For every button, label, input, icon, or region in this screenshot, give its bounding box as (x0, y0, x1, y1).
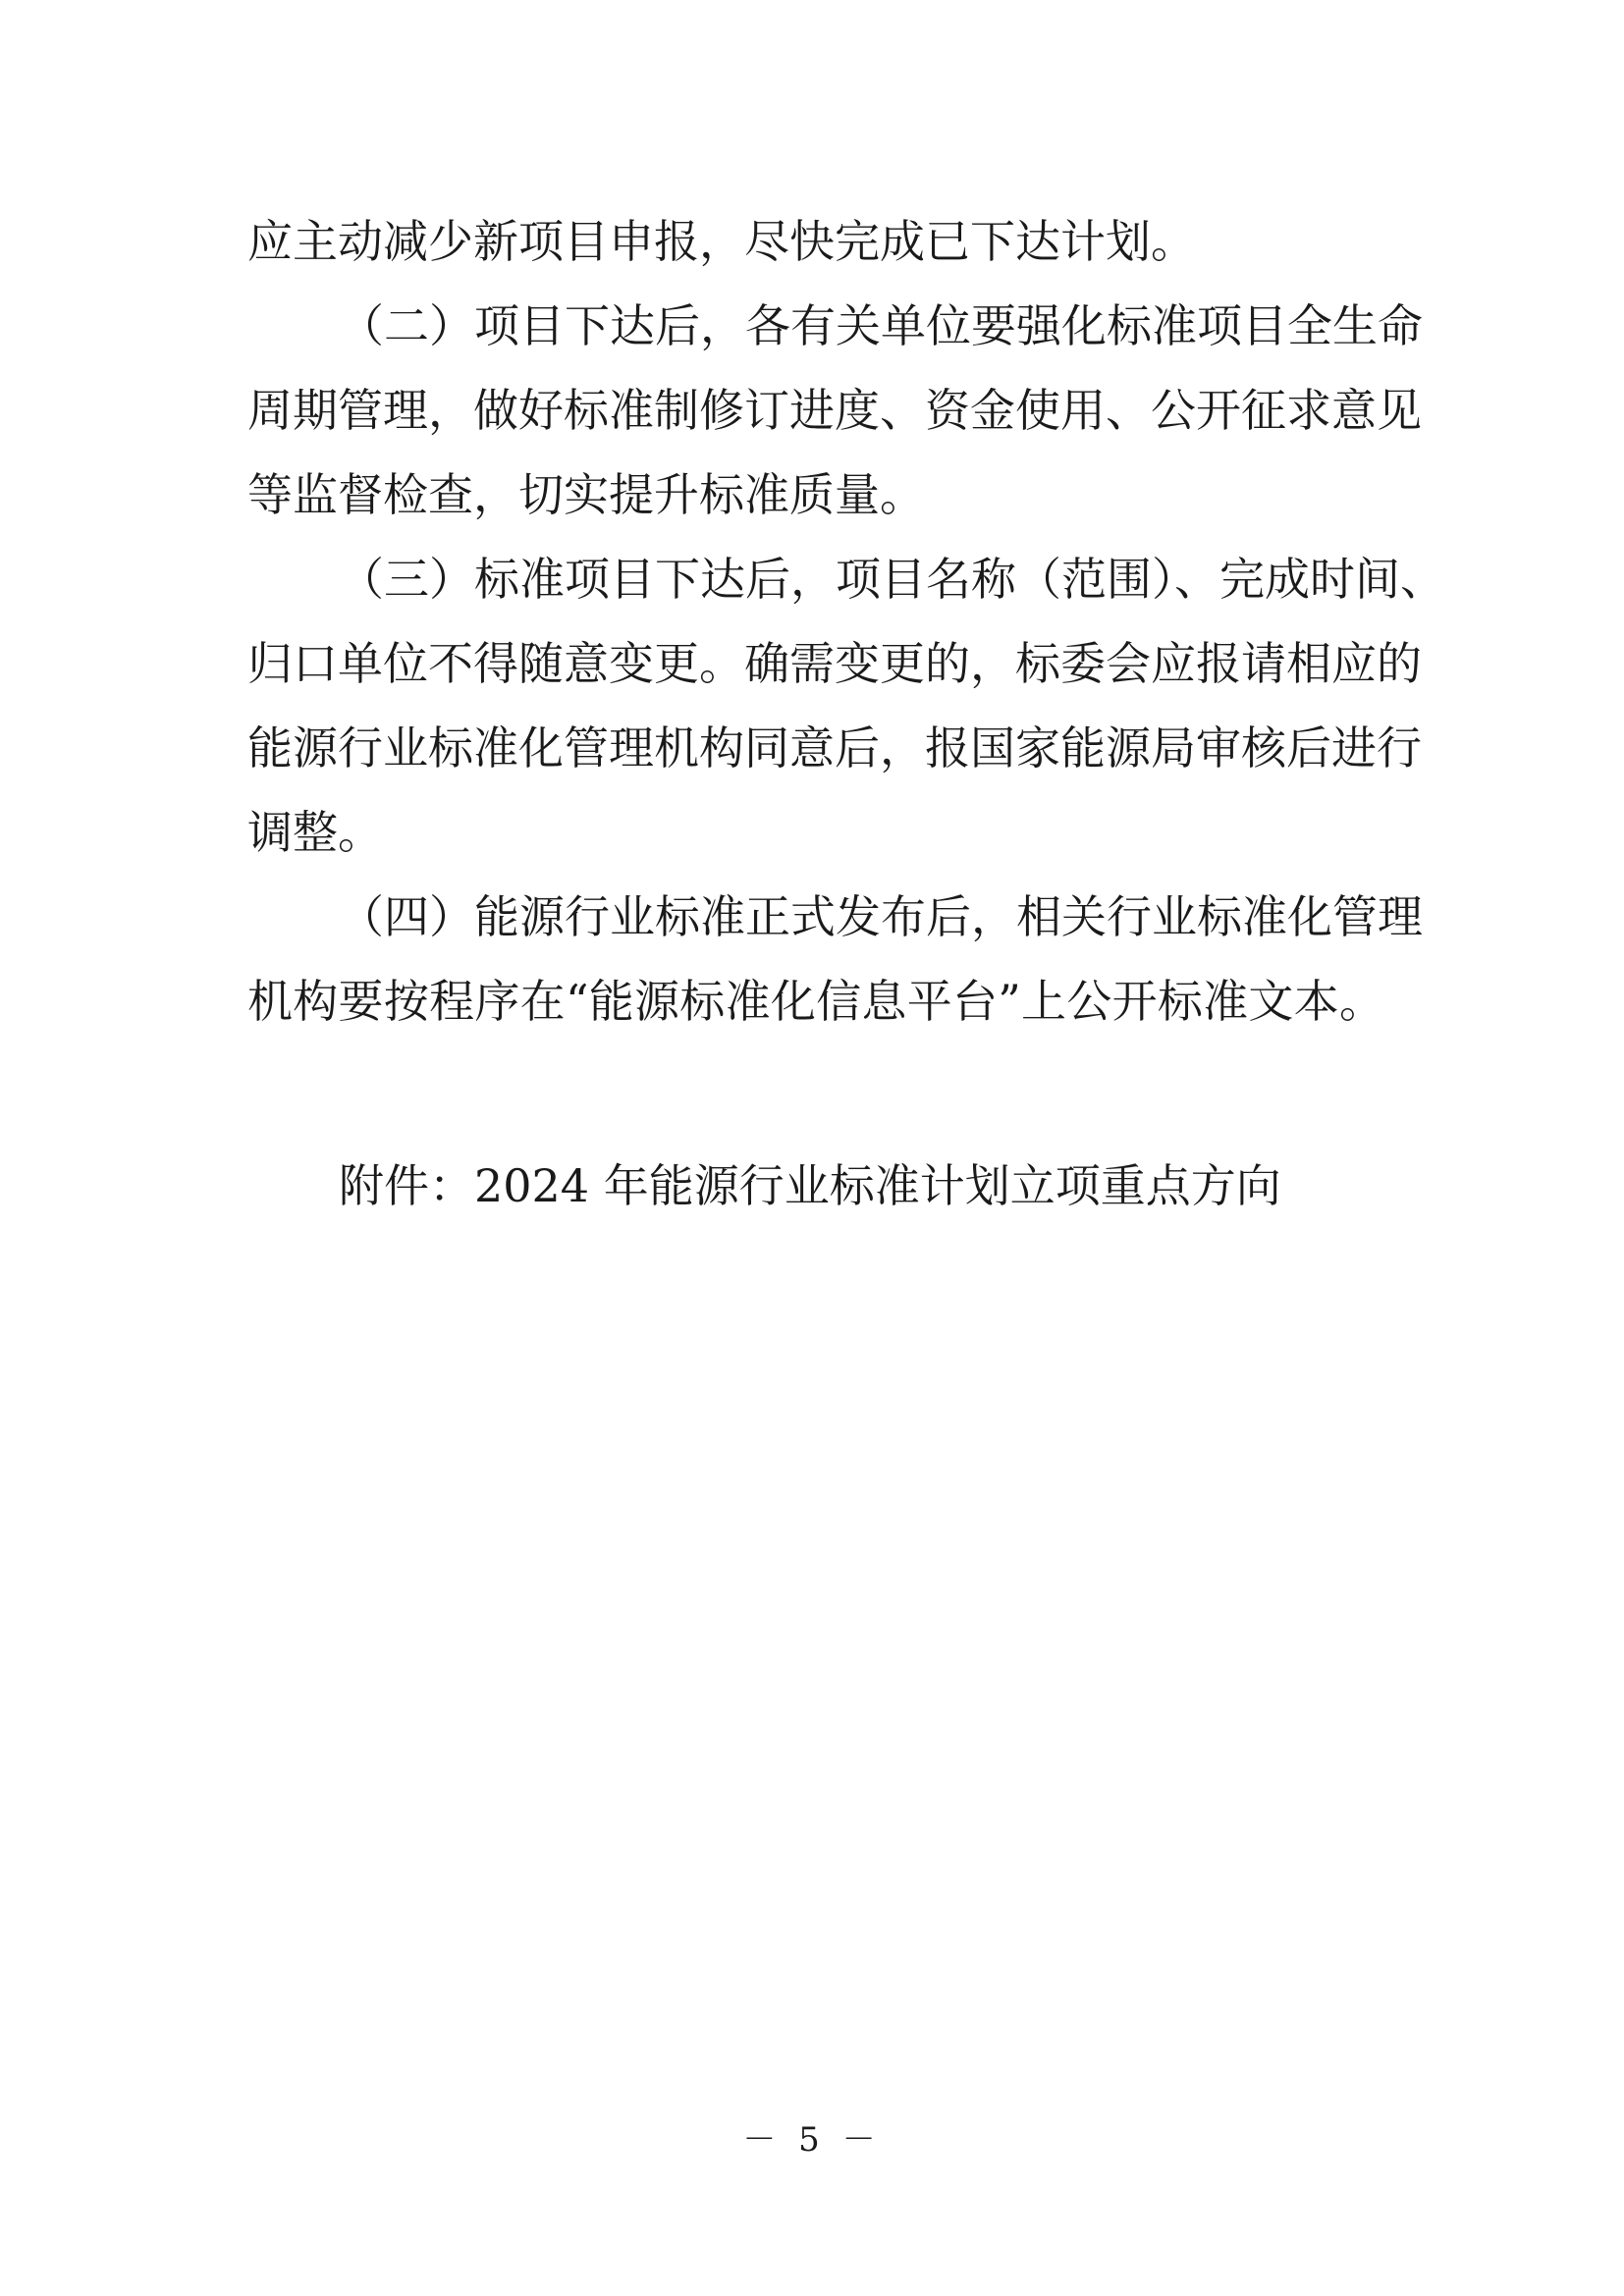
body-text-line: 机构要按程序在“能源标准化信息平台”上公开标准文本。 (247, 975, 1384, 1028)
body-text-line: 调整。 (247, 806, 383, 859)
body-text-line: 归口单位不得随意变更。确需变更的，标委会应报请相应的 (247, 637, 1422, 690)
body-text-line: （四）能源行业标准正式发布后，相关行业标准化管理 (339, 890, 1423, 943)
attachment-note: 附件：2024 年能源行业标准计划立项重点方向 (339, 1159, 1281, 1212)
body-text-line: 能源行业标准化管理机构同意后，报国家能源局审核后进行 (247, 721, 1422, 774)
body-text-line: 周期管理，做好标准制修订进度、资金使用、公开征求意见 (247, 384, 1422, 437)
page-number: － 5 － (742, 2120, 882, 2160)
body-text-line: 应主动减少新项目申报，尽快完成已下达计划。 (247, 215, 1196, 268)
body-text-line: （二）项目下达后，各有关单位要强化标准项目全生命 (339, 299, 1423, 352)
body-text-line: （三）标准项目下达后，项目名称（范围）、完成时间、 (339, 553, 1445, 606)
body-text-line: 等监督检查，切实提升标准质量。 (247, 468, 925, 521)
